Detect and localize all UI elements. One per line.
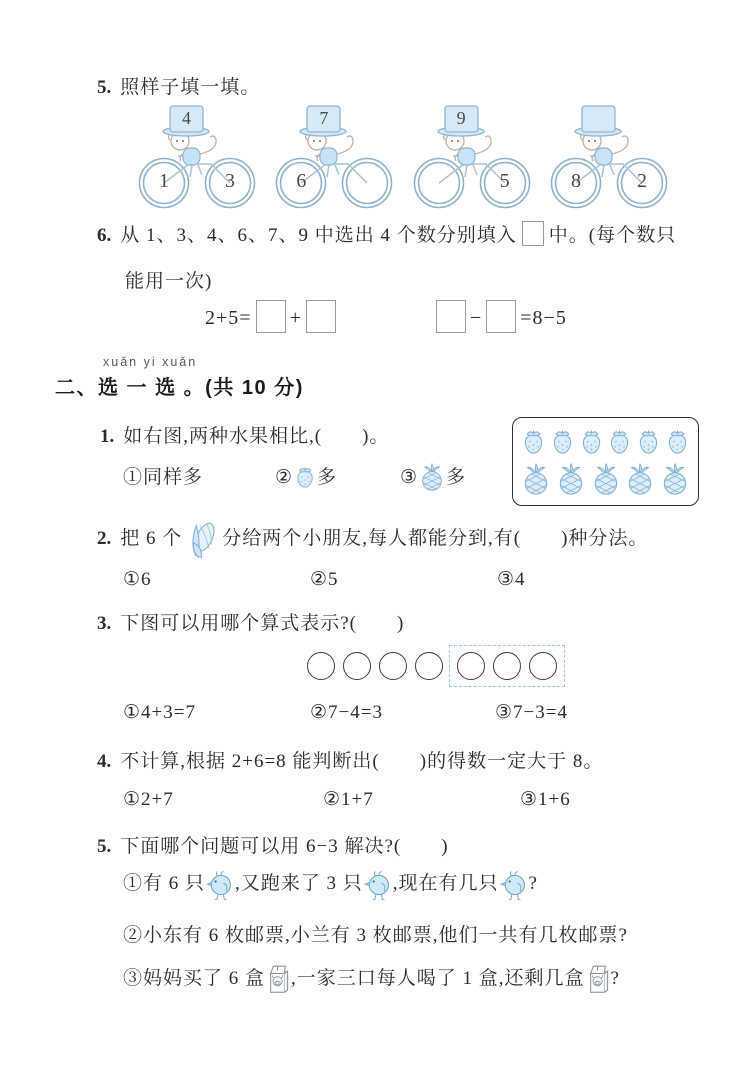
q2-option-3-label: ③4 [497,569,526,590]
question-4-heading [97,746,603,773]
question-4-text: 不计算,根据 2+6=8 能判断出( )的得数一定大于 8。 [120,751,604,772]
equation-right [432,300,567,333]
question-5b-text: 下面哪个问题可以用 6−3 解决?( ) [120,836,449,857]
strawberry-icon [665,428,690,455]
question-1-number: 1. [100,426,115,447]
question-6-line-2 [125,266,212,293]
pineapple-icon [591,463,621,495]
question-5-text: 照样子填一填。 [120,77,261,98]
q3-option-1-label: ①4+3=7 [123,702,196,723]
question-1-text: 如右图,两种水果相比,( )。 [123,426,390,447]
right-wheel-number: 5 [499,170,510,192]
q4-option-3[interactable] [520,788,571,811]
q3-option-2[interactable] [310,701,383,724]
hat-number: 4 [182,108,191,128]
circle-shape [493,652,521,680]
strawberry-icon [550,428,575,455]
q3-option-3[interactable] [495,701,568,724]
question-2-heading [97,518,648,560]
hat-number: 9 [456,108,466,128]
question-6-text-c: 能用一次) [125,271,213,292]
corn-icon [183,518,221,560]
q1-option-2-label: 多 [317,467,338,488]
plus-sign: + [289,307,302,329]
q5-option-3[interactable] [123,962,620,995]
q1-option-3[interactable] [400,462,466,491]
monkey-bike-3 [412,104,532,210]
question-1-heading [100,421,389,448]
pineapple-icon [556,463,586,495]
q4-option-3-label: ③1+6 [520,789,571,810]
q1-option-3-circled: ③ [400,467,419,488]
monkey-bicycle-icon [549,104,669,210]
circle-shape [457,652,485,680]
question-5b-number: 5. [97,836,112,857]
strawberry-icon [294,465,316,489]
question-6-line-1 [97,220,676,247]
q4-option-2-label: ②1+7 [323,789,374,810]
pineapple-icon [625,463,655,495]
left-wheel-number: 1 [159,170,169,192]
strawberry-icon [579,428,604,455]
pineapple-icon [419,463,445,491]
q4-option-2[interactable] [323,788,374,811]
q5-option-2-label: ②小东有 6 枚邮票,小兰有 3 枚邮票,他们一共有几枚邮票? [123,925,628,946]
monkey-bike-2 [274,104,394,210]
fruit-comparison-figure [512,417,699,506]
q5-option-3-text-b: ,一家三口每人喝了 1 盒,还剩几盒 [291,968,585,989]
circles-boxed-group [453,652,561,680]
circles-outside-group [303,652,447,680]
circles-figure [303,645,565,687]
monkey-bike-1 [137,104,257,210]
q3-option-3-label: ③7−3=4 [495,702,568,723]
circle-shape [415,652,443,680]
answer-box[interactable] [436,300,466,333]
chick-icon [206,869,234,901]
q5-option-1-text-d: ? [528,873,538,894]
question-2-text-b: 分给两个小朋友,每人都能分到,有( )种分法。 [222,528,649,549]
question-3-text: 下图可以用哪个算式表示?( ) [120,613,405,634]
q5-option-3-text-c: ? [610,968,620,989]
minus-sign: − [470,307,483,329]
monkey-bikes-figure [137,104,669,210]
question-5b-heading [97,831,449,858]
chick-icon [500,869,528,901]
question-6-text-a: 从 1、3、4、6、7、9 中选出 4 个数分别填入 [120,225,517,246]
q5-option-1-text-b: ,又跑来了 3 只 [235,873,363,894]
strawberry-icon [607,428,632,455]
q3-option-2-label: ②7−4=3 [310,702,383,723]
section-pinyin: xuǎn yi xuǎn [103,355,198,369]
q5-option-1-text-a: ①有 6 只 [123,873,206,894]
circle-shape [529,652,557,680]
q3-option-1[interactable] [123,701,196,724]
answer-box[interactable] [256,300,286,333]
hat-number: 7 [319,108,329,128]
question-2-text-a: 把 6 个 [120,528,183,549]
blank-box[interactable] [522,221,544,246]
left-wheel-number: 8 [570,170,581,192]
q4-option-1-label: ①2+7 [123,789,174,810]
q2-option-1-label: ①6 [123,569,152,590]
milk-carton-icon [586,962,610,995]
right-wheel-number: 2 [636,170,647,192]
q5-option-1[interactable] [123,868,538,901]
strawberry-row [521,428,690,455]
right-wheel-number: 3 [225,170,235,192]
circle-shape [343,652,371,680]
section-title: 二、选 一 选 。(共 10 分) [55,377,304,399]
q1-option-3-label: 多 [446,467,467,488]
strawberry-icon [636,428,661,455]
circle-shape [307,652,335,680]
q2-option-1[interactable] [123,568,152,591]
q1-option-2[interactable] [275,462,337,489]
question-4-number: 4. [97,751,112,772]
question-2-number: 2. [97,528,112,549]
pineapple-icon [660,463,690,495]
q1-option-1[interactable] [123,462,203,489]
q1-option-1-label: ①同样多 [123,467,204,488]
strawberry-icon [521,428,546,455]
equation-right-post: =8−5 [520,307,567,329]
question-6-number: 6. [97,225,112,246]
question-5-number: 5. [97,77,112,98]
pineapple-icon [521,463,551,495]
q2-option-3[interactable] [497,568,526,591]
answer-box[interactable] [306,300,336,333]
question-5-heading [97,72,260,99]
q1-option-2-circled: ② [275,467,294,488]
equation-left [205,300,340,333]
q5-option-2[interactable] [123,920,628,947]
answer-box[interactable] [486,300,516,333]
milk-carton-icon [266,962,290,995]
left-wheel-number: 6 [296,170,307,192]
question-6-text-b: 中。(每个数只 [548,225,677,246]
chick-icon [364,869,392,901]
q5-option-1-text-c: ,现在有几只 [392,873,499,894]
circle-shape [379,652,407,680]
equation-left-pre: 2+5= [205,307,252,329]
question-3-heading [97,608,404,635]
q5-option-3-text-a: ③妈妈买了 6 盒 [123,968,266,989]
q2-option-2[interactable] [310,568,339,591]
monkey-bike-4 [549,104,669,210]
pineapple-row [521,463,690,495]
q2-option-2-label: ②5 [310,569,339,590]
q4-option-1[interactable] [123,788,174,811]
question-3-number: 3. [97,613,112,634]
dashed-selection-box [449,645,565,687]
